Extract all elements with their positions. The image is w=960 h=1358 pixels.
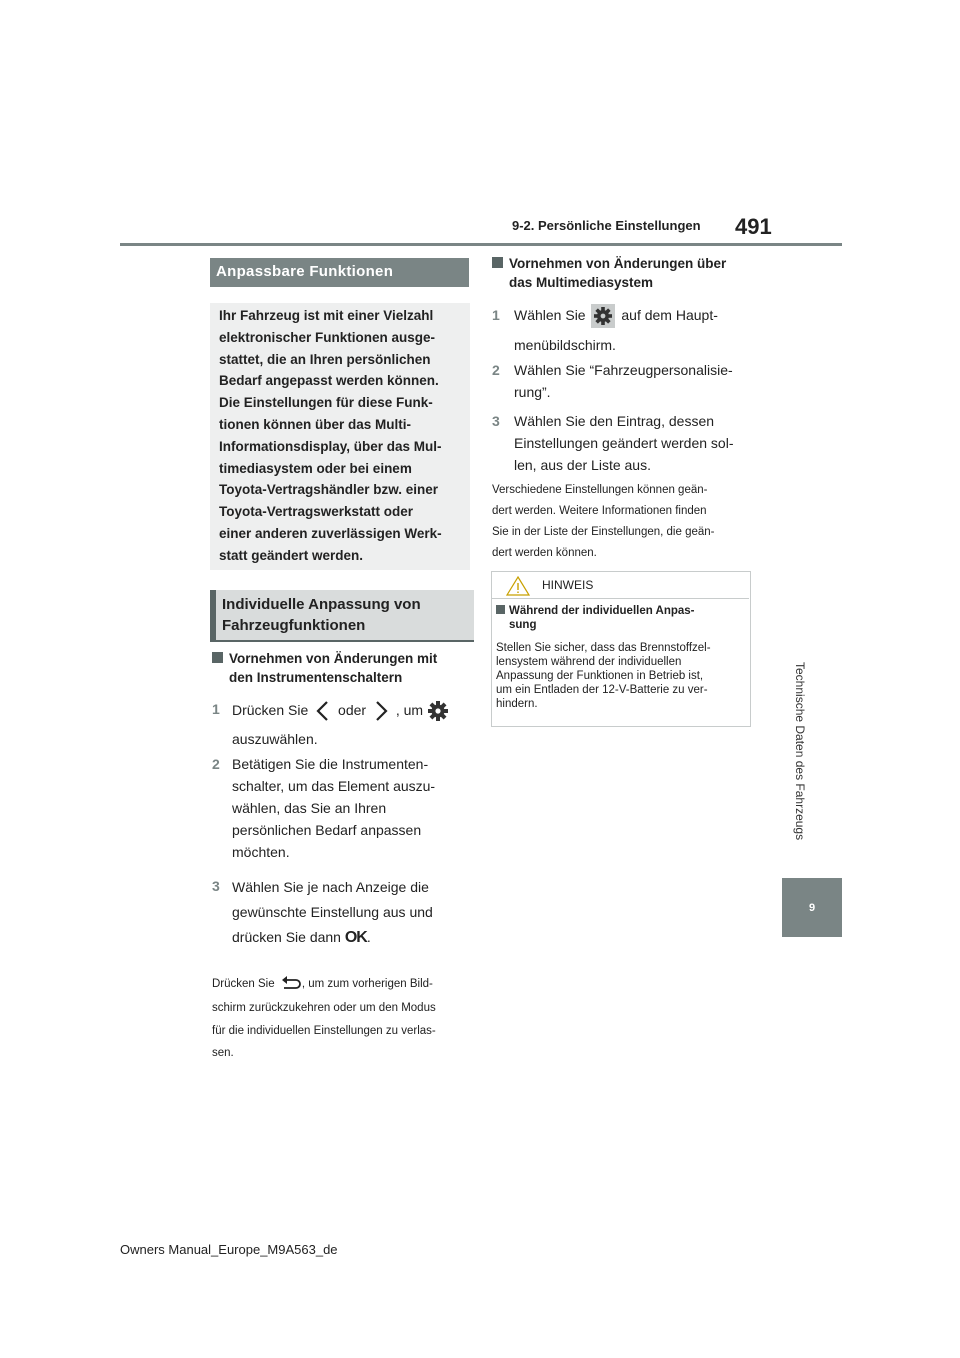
right-note — [492, 480, 750, 564]
subheading-line: das Multimediasystem — [509, 275, 654, 290]
intro-line: elektronischer Funktionen ausge- — [219, 329, 436, 345]
chevron-right-icon — [370, 699, 392, 723]
subheading-line: Vornehmen von Änderungen mit — [229, 651, 438, 666]
step-text: len, aus der Liste aus. — [514, 457, 651, 473]
step-number: 2 — [492, 362, 500, 378]
intro-text — [219, 305, 465, 567]
step-text: wählen, das Sie an Ihren — [232, 800, 387, 816]
step-text: oder — [338, 702, 367, 718]
warning-line: hindern. — [496, 698, 538, 710]
gear-icon — [591, 304, 615, 328]
step-text: Wählen Sie den Eintrag, dessen — [514, 413, 715, 429]
step-text: Wählen Sie — [514, 307, 586, 323]
intro-line: Toyota-Vertragshändler bzw. einer — [219, 482, 439, 498]
warning-line: Stellen Sie sicher, dass das Brennstoffzel- — [496, 642, 711, 654]
bullet-square — [496, 605, 505, 614]
step-text: menübildschirm. — [514, 337, 616, 353]
note-text: , um zum vorherigen Bild- — [301, 978, 433, 990]
subheading-line: Vornehmen von Änderungen über — [509, 256, 727, 271]
chapter-side-label: Technische Daten des Fahrzeugs — [793, 662, 807, 841]
step-text: persönlichen Bedarf anpassen — [232, 822, 422, 838]
step-text: Wählen Sie “Fahrzeugpersonalisie- — [514, 362, 733, 378]
warning-sub-line: sung — [509, 619, 537, 631]
note-text: Verschiedene Einstellungen können geän- — [492, 484, 708, 496]
note-text: dert werden können. — [492, 547, 597, 559]
step-number: 3 — [492, 413, 500, 429]
header-rule — [120, 243, 842, 246]
heading-customizable-functions: Anpassbare Funktionen — [210, 258, 469, 287]
intro-line: stattet, die an Ihren persönlichen — [219, 351, 431, 367]
warning-triangle-icon — [505, 575, 531, 597]
step-text: möchten. — [232, 844, 290, 860]
intro-line: Die Einstellungen für diese Funk- — [219, 395, 433, 411]
note-text: Sie in der Liste der Einstellungen, die geän- — [492, 526, 715, 538]
step-text: . — [366, 929, 371, 945]
step-text: auszuwählen. — [232, 731, 318, 747]
bullet-square — [492, 257, 503, 268]
step-number: 3 — [212, 878, 220, 894]
warning-line: lensystem während der individuellen — [496, 656, 682, 668]
right-step-1 — [492, 302, 750, 356]
step-text: gewünschte Einstellung aus und — [232, 904, 433, 920]
intro-line: timediasystem oder bei einem — [219, 460, 412, 476]
warning-line: Anpassung der Funktionen in Betrieb ist, — [496, 670, 704, 682]
intro-line: Informationsdisplay, über das Mul- — [219, 438, 442, 454]
warning-line: um ein Entladen der 12-V-Batterie zu ver- — [496, 684, 708, 696]
left-step-3 — [212, 875, 462, 950]
gear-button-icon — [591, 304, 615, 328]
bullet-square — [212, 652, 223, 663]
warning-sub-line: Während der individuellen Anpas- — [509, 605, 695, 617]
step-text: Wählen Sie je nach Anzeige die — [232, 879, 429, 895]
back-arrow-icon — [278, 975, 302, 993]
step-text: Einstellungen geändert werden sol- — [514, 435, 734, 451]
step-text: Drücken Sie — [232, 702, 309, 718]
chevron-left-icon — [312, 699, 334, 723]
subheading-instrument-switches — [212, 649, 462, 687]
right-step-2 — [492, 359, 750, 403]
footer-doc-id: Owners Manual_Europe_M9A563_de — [120, 1242, 338, 1257]
step-number: 2 — [212, 756, 220, 772]
section-title: 9-2. Persönliche Einstellungen — [512, 218, 701, 233]
step-text: Betätigen Sie die Instrumenten- — [232, 756, 429, 772]
left-note — [212, 971, 470, 1065]
note-text: für die individuellen Einstellungen zu verlas- — [212, 1024, 436, 1037]
note-text: dert werden. Weitere Informationen finden — [492, 505, 707, 517]
subheading-multimedia — [492, 254, 750, 292]
step-number: 1 — [492, 307, 500, 323]
heading2-line: Fahrzeugfunktionen — [222, 617, 366, 634]
note-text: Drücken Sie — [212, 978, 275, 990]
step-text: , um — [395, 702, 424, 718]
intro-line: Ihr Fahrzeug ist mit einer Vielzahl — [219, 308, 434, 323]
gear-icon — [427, 700, 449, 722]
left-step-1 — [212, 698, 462, 750]
step-text: drücken Sie dann — [232, 929, 341, 945]
warning-subheading — [496, 604, 736, 632]
intro-line: tionen können über das Multi- — [219, 416, 411, 432]
chapter-tab: 9 — [782, 878, 842, 937]
warning-text — [496, 641, 742, 711]
heading2-line: Individuelle Anpassung von — [222, 596, 421, 613]
step-number: 1 — [212, 701, 220, 717]
right-step-3 — [492, 410, 750, 476]
note-text: sen. — [212, 1047, 234, 1059]
step-text: rung”. — [514, 384, 551, 400]
warning-title: HINWEIS — [542, 578, 594, 592]
page-number: 491 — [735, 214, 772, 239]
left-step-2 — [212, 753, 462, 863]
intro-line: einer anderen zuverlässigen Werk- — [219, 525, 442, 541]
intro-line: Bedarf angepasst werden können. — [219, 373, 439, 389]
note-text: schirm zurückzukehren oder um den Modus — [212, 1002, 436, 1014]
subheading-line: den Instrumentenschaltern — [229, 670, 403, 685]
ok-icon: OK — [344, 929, 367, 946]
intro-line: Toyota-Vertragswerkstatt oder — [219, 504, 414, 520]
step-text: auf dem Haupt- — [621, 307, 718, 323]
intro-line: statt geändert werden. — [219, 547, 364, 563]
heading-individual-customization — [210, 590, 474, 642]
step-text: schalter, um das Element auszu- — [232, 778, 436, 794]
